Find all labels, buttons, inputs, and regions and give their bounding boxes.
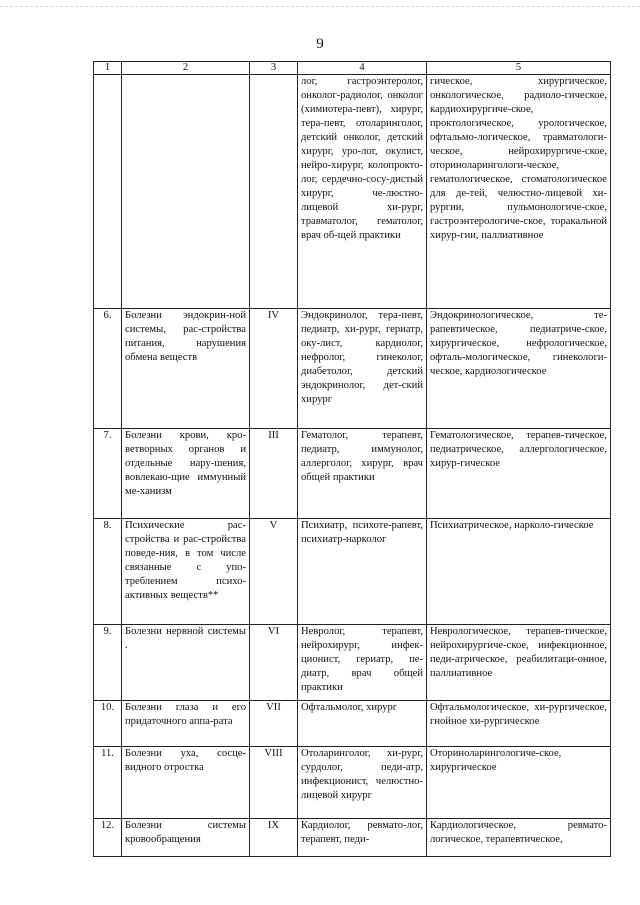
specialists: Эндокринолог, тера-певт, педиатр, хи-рург, гериатр, оку-лист, кардиолог, нефролог, гинеколог, диабетолог, детский эндокринолог, дет-ский хирург (298, 309, 427, 429)
disease-class: IV (250, 309, 298, 429)
bed-profile: Оториноларингологиче-ское, хирургическое (427, 747, 611, 819)
disease-class: III (250, 429, 298, 519)
disease-class: VIII (250, 747, 298, 819)
table-row (94, 429, 611, 519)
table-row (94, 747, 611, 819)
disease-profile-table (93, 61, 611, 857)
row-number: 7. (94, 429, 122, 519)
specialists: Гематолог, терапевт, педиатр, иммунолог, аллерголог, хирург, врач общей практики (298, 429, 427, 519)
bed-profile: гическое, хирургическое, онкологическое, радиоло-гическое, кардиохирургиче-ское, проктологическое, урологическое, офтальмо-логическое, травматологи-ческое, нейрохирургиче-ское, оториноларингологи-ческое, гематологическое, стоматологическое для де-тей, челюстно-лицевой хи-рургии, пульмонологиче-ское, гастроэнтерологиче-ское, торакальной хирур-гии, паллиативное (427, 75, 611, 309)
specialists: Кардиолог, ревмато-лог, терапевт, педи- (298, 819, 427, 857)
table-row (94, 75, 611, 309)
row-number: 8. (94, 519, 122, 625)
disease-group: Болезни глаза и его придаточного аппа-рата (122, 701, 250, 747)
disease-class: VI (250, 625, 298, 701)
table-row (94, 701, 611, 747)
scan-edge-artifact (0, 6, 640, 8)
disease-group: Психические рас-стройства и рас-стройства поведе-ния, в том числе связанные с упо-треблением психо-активных веществ** (122, 519, 250, 625)
row-number (94, 75, 122, 309)
specialists: Невролог, терапевт, нейрохирург, инфек-ционист, гериатр, пе-диатр, врач общей практики (298, 625, 427, 701)
column-header: 3 (250, 62, 298, 75)
disease-group: Болезни эндокрин-ной системы, рас-стройства питания, нарушения обмена веществ (122, 309, 250, 429)
row-number: 11. (94, 747, 122, 819)
bed-profile: Кардиологическое, ревмато-логическое, терапевтическое, (427, 819, 611, 857)
column-header: 4 (298, 62, 427, 75)
disease-group: Болезни уха, сосце-видного отростка (122, 747, 250, 819)
table-header-row (94, 62, 611, 75)
disease-class: IX (250, 819, 298, 857)
bed-profile: Психиатрическое, нарколо-гическое (427, 519, 611, 625)
bed-profile: Эндокринологическое, те-рапевтическое, педиатриче-ское, хирургическое, нефрологическое, офталь-мологическое, гинекологи-ческое, кардиологическое (427, 309, 611, 429)
specialists: Отоларинголог, хи-рург, сурдолог, педи-атр, инфекционист, челюстно-лицевой хирург (298, 747, 427, 819)
table-row (94, 819, 611, 857)
specialists: Офтальмолог, хирург (298, 701, 427, 747)
table-row (94, 519, 611, 625)
specialists: Психиатр, психоте-рапевт, психиатр-нарколог (298, 519, 427, 625)
bed-profile: Неврологическое, терапев-тическое, нейрохирургиче-ское, инфекционное, педи-атрическое, реабилитаци-онное, паллиативное (427, 625, 611, 701)
disease-group: Болезни нервной системы . (122, 625, 250, 701)
page-number: 9 (316, 36, 324, 52)
specialists: лог, гастроэнтеролог, онколог-радиолог, онколог (химиотера-певт), хирург, тера-певт, отоларинголог, детский онколог, детский хирург, уро-лог, окулист, нейро-хирург, колопрокто-лог, сердечно-сосу-дистый хирург, че-люстно-лицевой хи-рург, травматолог, гематолог, врач об-щей практики (298, 75, 427, 309)
disease-class (250, 75, 298, 309)
column-header: 1 (94, 62, 122, 75)
disease-group (122, 75, 250, 309)
disease-group: Болезни системы кровообращения (122, 819, 250, 857)
disease-class: VII (250, 701, 298, 747)
disease-group: Болезни крови, кро-ветворных органов и отдельные нару-шения, вовлекаю-щие иммунный ме-ханизм (122, 429, 250, 519)
row-number: 6. (94, 309, 122, 429)
column-header: 2 (122, 62, 250, 75)
bed-profile: Гематологическое, терапев-тическое, педиатрическое, аллергологическое, хирур-гическое (427, 429, 611, 519)
row-number: 10. (94, 701, 122, 747)
table-row (94, 625, 611, 701)
bed-profile: Офтальмологическое, хи-рургическое, гнойное хи-рургическое (427, 701, 611, 747)
row-number: 12. (94, 819, 122, 857)
disease-class: V (250, 519, 298, 625)
column-header: 5 (427, 62, 611, 75)
table-row (94, 309, 611, 429)
row-number: 9. (94, 625, 122, 701)
